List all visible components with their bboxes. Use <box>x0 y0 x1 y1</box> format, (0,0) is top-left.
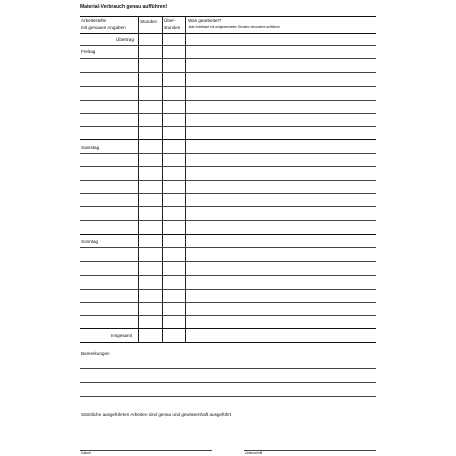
row-line <box>80 180 376 181</box>
row-line <box>80 193 376 194</box>
row-line <box>80 100 376 101</box>
form-title: Material-Verbrauch genau aufführen! <box>80 4 168 10</box>
header-ueberstunden-line2: stunden <box>164 25 181 30</box>
header-stunden: Stunden <box>140 19 158 24</box>
row-line <box>80 72 376 73</box>
col-divider-ueberstunden <box>162 16 163 342</box>
day-separator <box>80 139 376 140</box>
col-divider-was <box>185 16 186 342</box>
header-arbeitsstelle: Arbeitsstelle <box>81 18 107 23</box>
row-line <box>80 220 376 221</box>
row-line <box>80 86 376 87</box>
remarks-label: Bemerkungen <box>81 351 110 356</box>
row-line <box>80 113 376 114</box>
row-line <box>80 261 376 262</box>
header-ueberstunden-line1: Über- <box>164 18 176 23</box>
remarks-line <box>80 382 376 383</box>
row-line <box>80 206 376 207</box>
row-line <box>80 315 376 316</box>
table-bottom-border <box>80 342 376 343</box>
header-was-gearbeitet: Was gearbeitet? <box>188 18 222 23</box>
row-insgesamt-label: Insgesamt <box>111 333 133 338</box>
row-line <box>80 58 376 59</box>
day-label-samstag: Samstag <box>81 145 100 150</box>
row-line <box>80 126 376 127</box>
row-line <box>80 247 376 248</box>
header-bottom-border <box>80 33 376 34</box>
remarks-line <box>80 396 376 397</box>
row-line <box>80 302 376 303</box>
date-signature-line <box>80 450 212 451</box>
completion-statement: Sämtliche ausgeführten Arbeiten sind genau und gewissenhaft ausgeführt <box>81 412 232 417</box>
date-label: Datum <box>81 451 91 455</box>
row-uebertrag-label: Übertrag <box>116 37 134 42</box>
signature-label: Unterschrift <box>245 451 263 455</box>
remarks-line <box>80 368 376 369</box>
signature-line <box>244 450 376 451</box>
day-label-freitag: Freitag <box>81 49 96 54</box>
row-line <box>80 166 376 167</box>
row-line <box>80 289 376 290</box>
row-line <box>80 153 376 154</box>
day-separator <box>80 234 376 235</box>
day-separator <box>80 328 376 329</box>
table-top-border <box>80 16 376 17</box>
row-line <box>80 45 376 46</box>
row-line <box>80 275 376 276</box>
col-divider-stunden <box>138 16 139 342</box>
day-label-sonntag: Sonntag <box>81 239 99 244</box>
header-was-gearbeitet-sub: Jede Arbeitsart mit aufgewendeten Stunden besonders aufführen <box>188 25 280 29</box>
header-arbeitsstelle-sub: mit genauen Angaben <box>81 25 126 30</box>
